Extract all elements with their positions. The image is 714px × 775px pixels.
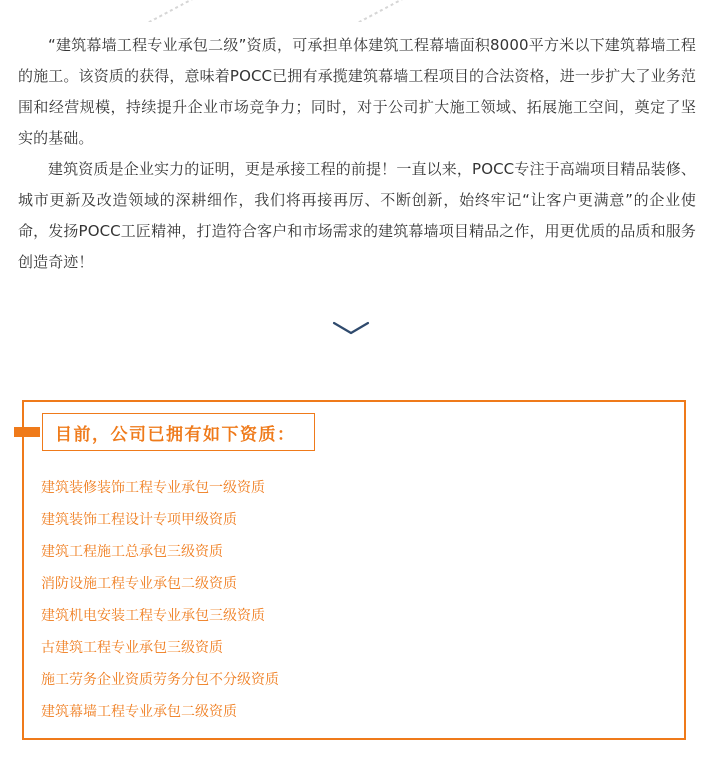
qualification-item: 建筑工程施工总承包三级资质 bbox=[41, 544, 223, 560]
top-watermark-decoration bbox=[100, 0, 420, 22]
qualifications-panel bbox=[22, 400, 686, 740]
article-paragraph-2: 建筑资质是企业实力的证明，更是承接工程的前提！一直以来，POCC专注于高端项目精品装修、城市更新及改造领域的深耕细作，我们将再接再厉、不断创新，始终牢记“让客户更满意”的企业使命，发扬POCC工匠精神，打造符合客户和市场需求的建筑幕墙项目精品之作，用更优质的品质和服务创造奇迹！ bbox=[18, 160, 696, 271]
qualification-item: 建筑机电安装工程专业承包三级资质 bbox=[41, 608, 265, 624]
qualification-item: 古建筑工程专业承包三级资质 bbox=[41, 640, 223, 656]
article-paragraph-1: “建筑幕墙工程专业承包二级”资质，可承担单体建筑工程幕墙面积8000平方米以下建筑幕墙工程的施工。该资质的获得，意味着POCC已拥有承揽建筑幕墙工程项目的合法资格，进一步扩大了业务范围和经营规模，持续提升企业市场竞争力；同时，对于公司扩大施工领域、拓展施工空间，奠定了坚实的基础。 bbox=[18, 36, 696, 147]
qualification-item: 消防设施工程专业承包二级资质 bbox=[41, 576, 237, 592]
chevron-down-icon bbox=[332, 318, 370, 338]
header-accent-bar bbox=[14, 427, 40, 437]
qualifications-title-box bbox=[42, 413, 315, 451]
qualifications-list bbox=[41, 472, 279, 728]
qualification-item: 建筑装修装饰工程专业承包一级资质 bbox=[41, 480, 265, 496]
article-body bbox=[18, 30, 696, 278]
qualifications-title: 目前，公司已拥有如下资质： bbox=[55, 424, 296, 445]
qualification-item: 建筑幕墙工程专业承包二级资质 bbox=[41, 704, 237, 720]
qualifications-header bbox=[14, 413, 315, 451]
qualification-item: 建筑装饰工程设计专项甲级资质 bbox=[41, 512, 237, 528]
qualification-item: 施工劳务企业资质劳务分包不分级资质 bbox=[41, 672, 279, 688]
